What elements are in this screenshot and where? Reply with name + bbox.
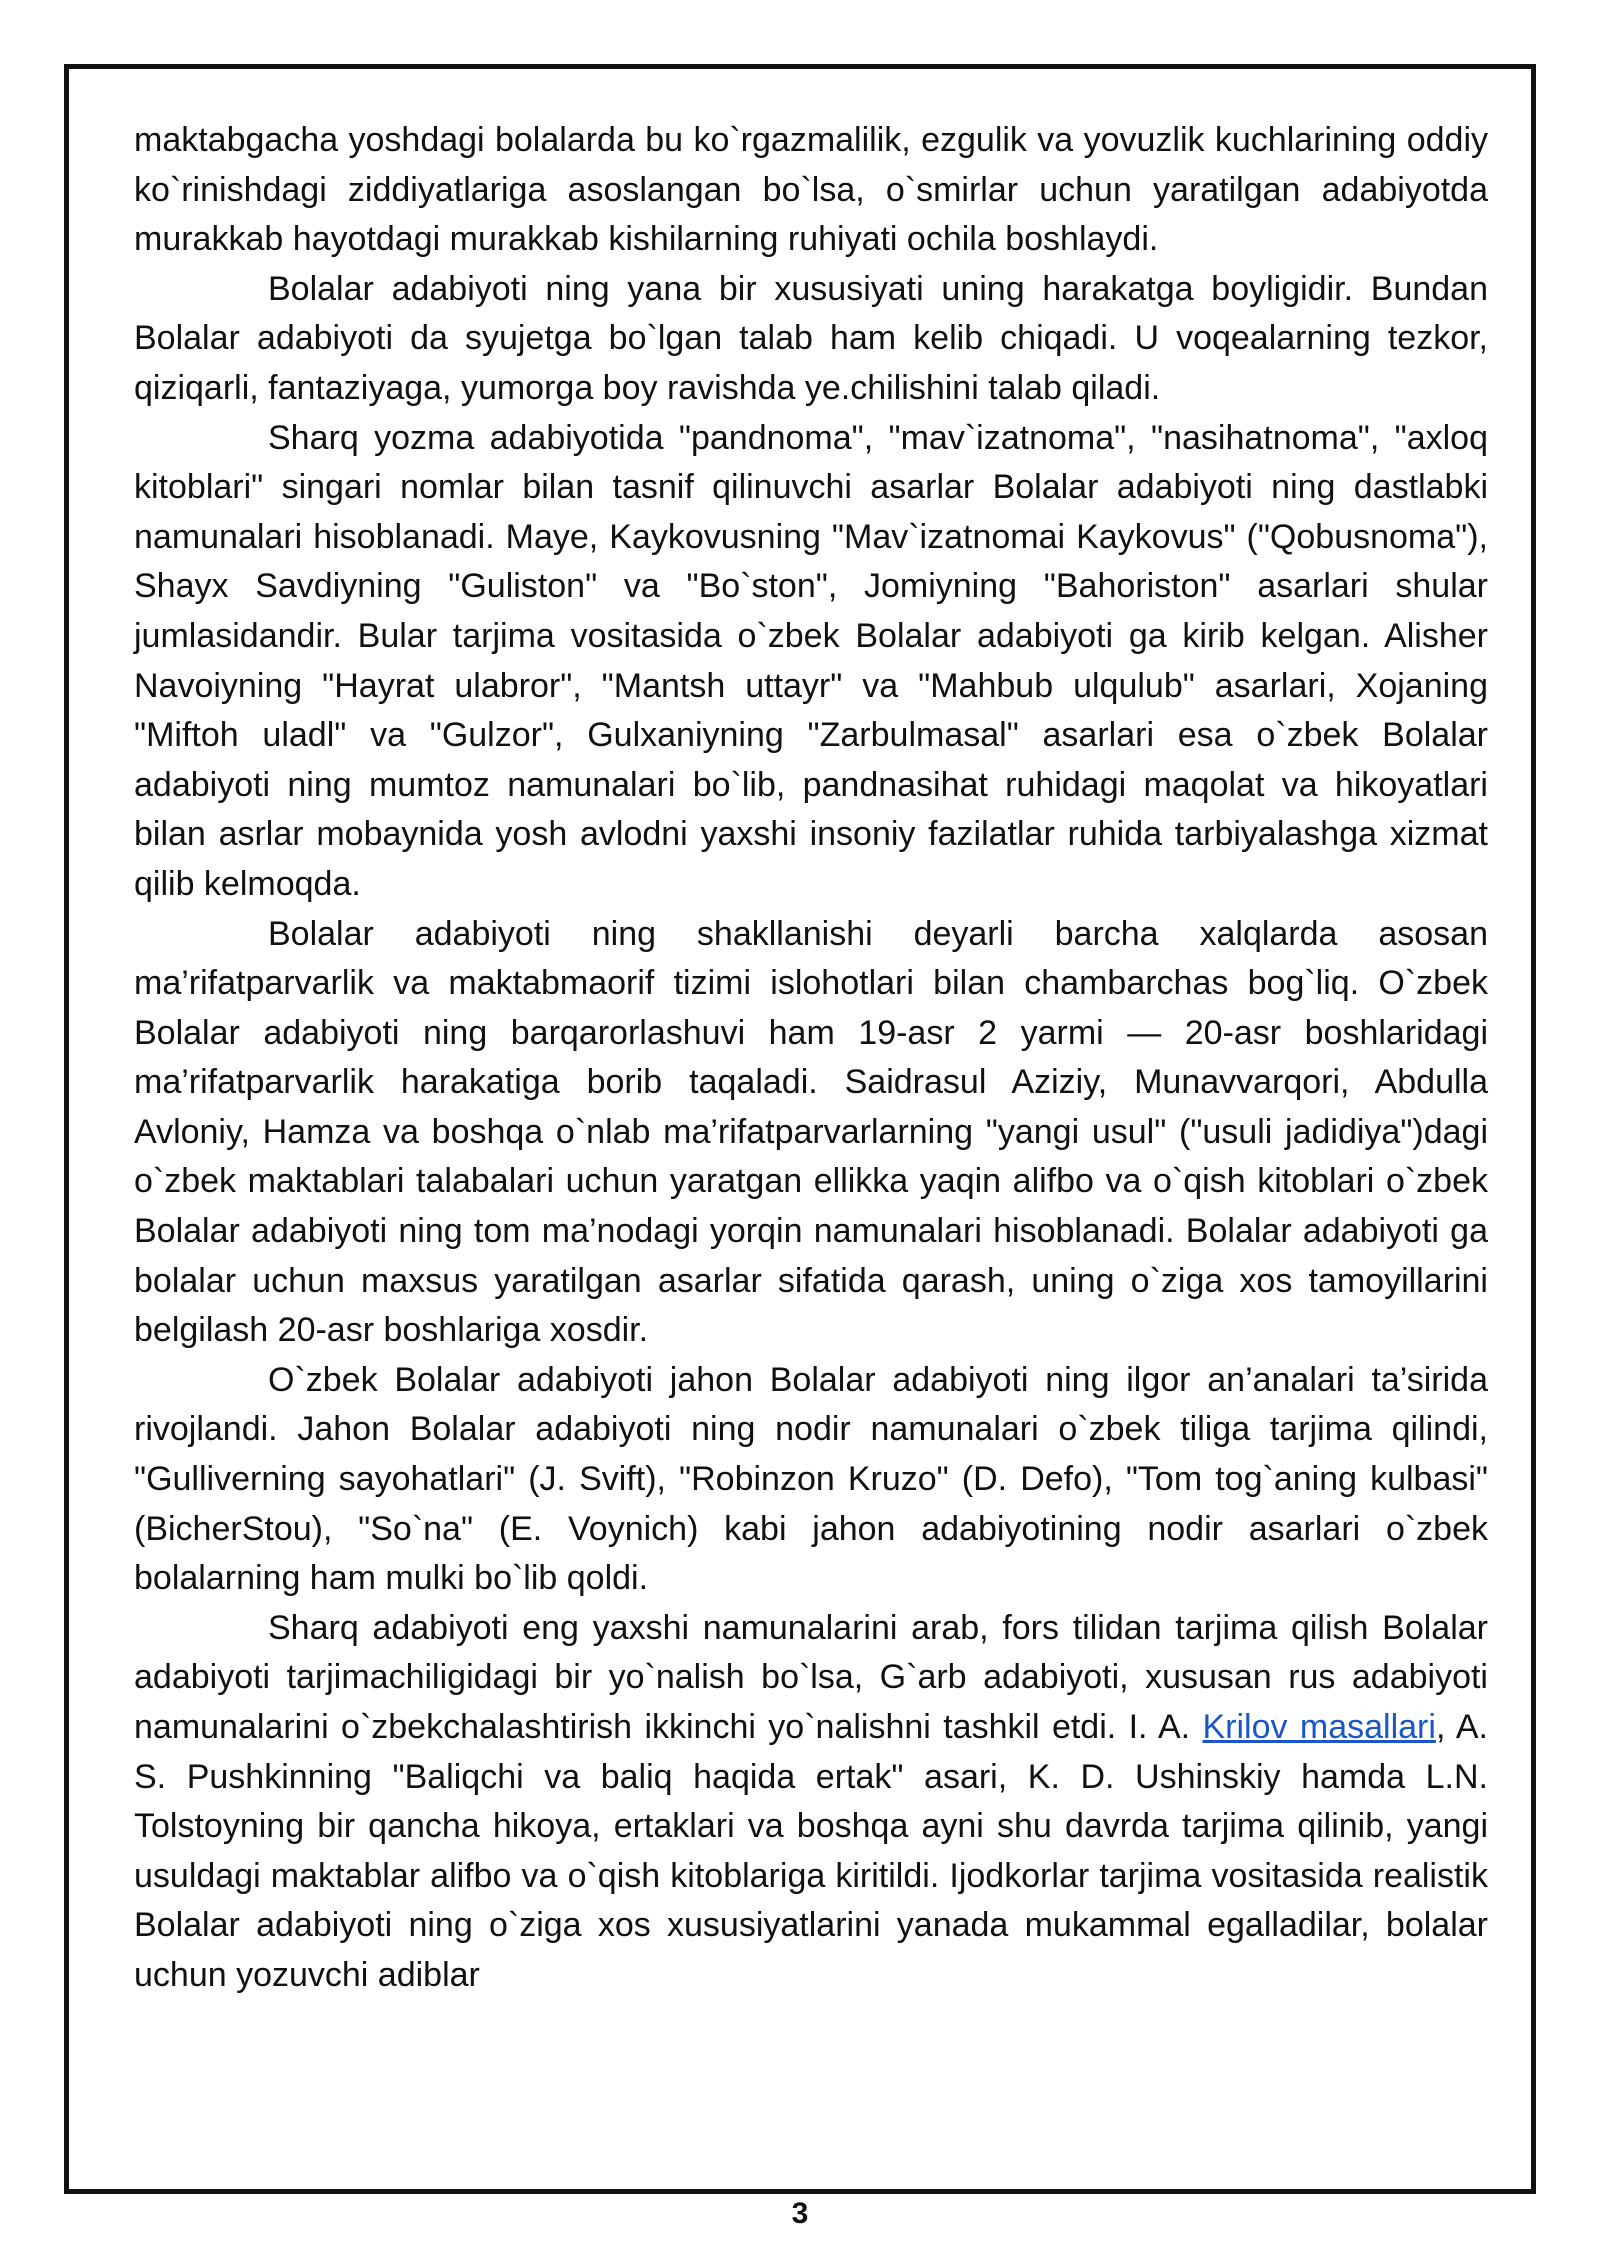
paragraph-text: , A. S. Pushkinning "Baliqchi va baliq haqida ertak" asari, K. D. Ushinskiy hamda L.N. Tolstoyning bir qancha hikoya, ertaklari va boshqa ayni shu davrda tarjima qilinib, yangi usuldagi maktablar alifbo va o`qish kitoblariga kiritildi. Ijodkorlar tarjima vositasida realistik Bolalar adabiyoti ning o`ziga xos xususiyatlarini yanada mukammal egalladilar, bolalar uchun yozuvchi adiblar: [134, 1708, 1489, 1994]
paragraph-last: [134, 1604, 1488, 2001]
body-text: [134, 116, 1488, 2001]
paragraph: O`zbek Bolalar adabiyoti jahon Bolalar adabiyoti ning ilgor an’analari ta’sirida rivojlandi. Jahon Bolalar adabiyoti ning nodir namunalari o`zbek tiliga tarjima qilindi, "Gulliverning sayohatlari" (J. Svift), "Robinzon Kruzo" (D. Defo), "Tom tog`aning kulbasi" (BicherStou), "So`na" (E. Voynich) kabi jahon adabiyotining nodir asarlari o`zbek bolalarning ham mulki bo`lib qoldi.: [134, 1360, 1488, 1598]
krilov-masallari-link[interactable]: Krilov masallari: [1202, 1708, 1436, 1746]
paragraph-continuation: maktabgacha yoshdagi bolalarda bu ko`rgazmalilik, ezgulik va yovuzlik kuchlarining oddiy ko`rinishdagi ziddiyatlariga asoslangan bo`lsa, o`smirlar uchun yaratilgan adabiyotda murakkab hayotdagi murakkab kishilarning ruhiyati ochila boshlaydi.: [134, 121, 1488, 259]
page-number: 3: [791, 2197, 809, 2230]
paragraph-text: Sharq adabiyoti eng yaxshi namunalarini arab, fors tilidan tarjima qilish Bolalar adabiyoti tarjimachiligidagi bir yo`nalish bo`lsa, G`arb adabiyoti, xususan rus adabiyoti namunalarini o`zbekchalashtirish ikkinchi yo`nalishni tashkil etdi. I. A.: [134, 1608, 1488, 1746]
paragraph: Bolalar adabiyoti ning shakllanishi deyarli barcha xalqlarda asosan ma’rifatparvarlik va maktabmaorif tizimi islohotlari bilan chambarchas bog`liq. O`zbek Bolalar adabiyoti ning barqarorlashuvi ham 19-asr 2 yarmi — 20-asr boshlaridagi ma’rifatparvarlik harakatiga borib taqaladi. Saidrasul Aziziy, Munavvarqori, Abdulla Avloniy, Hamza va boshqa o`nlab ma’rifatparvarlarning "yangi usul" ("usuli jadidiya")dagi o`zbek maktablari talabalari uchun yaratgan ellikka yaqin alifbo va o`qish kitoblari o`zbek Bolalar adabiyoti ning tom ma’nodagi yorqin namunalari hisoblanadi. Bolalar adabiyoti ga bolalar uchun maxsus yaratilgan asarlar sifatida qarash, uning o`ziga xos tamoyillarini belgilash 20-asr boshlariga xosdir.: [134, 914, 1488, 1350]
paragraph: Sharq yozma adabiyotida "pandnoma", "mav`izatnoma", "nasihatnoma", "axloq kitoblari" singari nomlar bilan tasnif qilinuvchi asarlar Bolalar adabiyoti ning dastlabki namunalari hisoblanadi. Maye, Kaykovusning "Mav`izatnomai Kaykovus" ("Qobusnoma"), Shayx Savdiyning "Guliston" va "Bo`ston", Jomiyning "Bahoriston" asarlari shular jumlasidandir. Bular tarjima vositasida o`zbek Bolalar adabiyoti ga kirib kelgan. Alisher Navoiyning "Hayrat ulabror", "Mantsh uttayr" va "Mahbub ulqulub" asarlari, Xojaning "Miftoh uladl" va "Gulzor", Gulxaniyning "Zarbulmasal" asarlari esa o`zbek Bolalar adabiyoti ning mumtoz namunalari bo`lib, pandnasihat ruhidagi maqolat va hikoyatlari bilan asrlar mobaynida yosh avlodni yaxshi insoniy fazilatlar ruhida tarbiyalashga xizmat qilib kelmoqda.: [134, 418, 1488, 903]
paragraph: Bolalar adabiyoti ning yana bir xususiyati uning harakatga boyligidir. Bundan Bolalar adabiyoti da syujetga bo`lgan talab ham kelib chiqadi. U voqealarning tezkor, qiziqarli, fantaziyaga, yumorga boy ravishda ye.chilishini talab qiladi.: [134, 269, 1488, 407]
